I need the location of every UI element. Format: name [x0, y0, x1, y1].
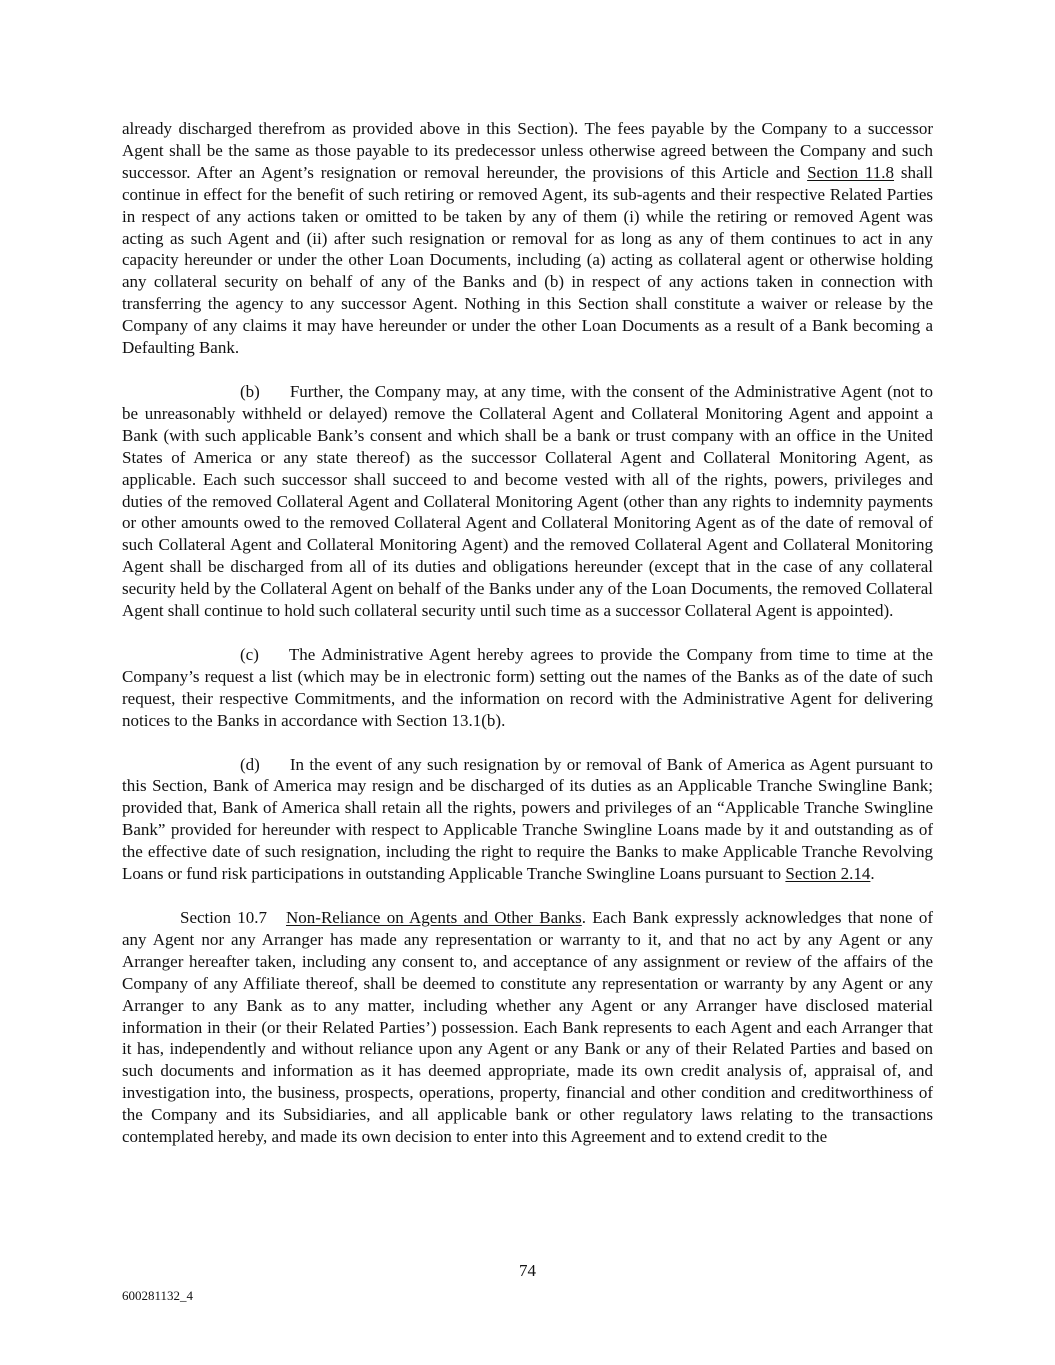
paragraph-a-continuation	[122, 118, 933, 359]
paragraph-section-10-7	[122, 907, 933, 1148]
paragraph-text: . Each Bank expressly acknowledges that none of any Agent nor any Arranger has made any representation or warranty to it, and that no act by any Agent or any Arranger hereafter taken, including any consent to, and acceptance of any assignment or review of the affairs of the Company of any Affiliate thereof, shall be deemed to constitute any representation or warranty by any Agent or any Arranger to any Bank as to any matter, including whether any Agent or any Arranger have disclosed material information in their (or their Related Parties’) possession. Each Bank represents to each Agent and each Arranger that it has, independently and without reliance upon any Agent or any Bank or any of their Related Parties and based on such documents and information as it has deemed appropriate, made its own credit analysis of, appraisal of, and investigation into, the business, prospects, operations, property, financial and other condition and creditworthiness of the Company and its Subsidiaries, and all applicable bank or other regulatory laws relating to the transactions contemplated hereby, and made its own decision to enter into this Agreement and to extend credit to the	[122, 908, 933, 1147]
page-number: 74	[519, 1261, 536, 1280]
paragraph-b	[122, 381, 933, 622]
paragraph-text: .	[870, 864, 875, 884]
section-number: Section 10.7	[180, 908, 268, 927]
section-reference-2-14: Section 2.14	[785, 864, 871, 884]
section-heading: Non-Reliance on Agents and Other Banks	[286, 908, 582, 927]
section-reference-11-8: Section 11.8	[807, 162, 895, 182]
paragraph-c	[122, 644, 933, 732]
paragraph-text: In the event of any such resignation by or removal of Bank of America as Agent pursuant to this Section, Bank of America may resign and be discharged of its duties as an Applicable Tranche Swingline Bank; provided that, Bank of America shall retain all the rights, powers and privileges of an “Applicable Tranche Swingline Bank” provided for hereunder with respect to Applicable Tranche Swingline Loans made by it and outstanding as of the effective date of such resignation, including the right to require the Banks to make Applicable Tranche Revolving Loans or fund risk participations in outstanding Applicable Tranche Swingline Loans pursuant to	[122, 754, 933, 884]
paragraph-text: already discharged therefrom as provided above in this Section). The fees payable by the Company to a successor Agent shall be the same as those payable to its predecessor unless otherwise agreed between the Company and such successor. After an Agent’s resignation or removal hereunder, the provisions of this Article and	[122, 119, 933, 182]
paragraph-text: The Administrative Agent hereby agrees to provide the Company from time to time at the Company’s request a list (which may be in electronic form) setting out the names of the Banks as of the date of such request, their respective Commitments, and the information on record with the Administrative Agent for delivering notices to the Banks in accordance with Section 13.1(b).	[122, 644, 933, 730]
clause-label: (c)	[240, 644, 259, 664]
paragraph-text: Further, the Company may, at any time, with the consent of the Administrative Agent (not to be unreasonably withheld or delayed) remove the Collateral Agent and Collateral Monitoring Agent and appoint a Bank (with such applicable Bank’s consent and which shall be a bank or trust company with an office in the United States of America or any state thereof) as the successor Collateral Agent and Collateral Monitoring Agent, as applicable. Each such successor shall succeed to and become vested with all of the rights, powers, privileges and duties of the removed Collateral Agent and Collateral Monitoring Agent (other than any rights to indemnity payments or other amounts owed to the removed Collateral Agent and Collateral Monitoring Agent as of the date of removal of such Collateral Agent and Collateral Monitoring Agent) and the removed Collateral Agent and Collateral Monitoring Agent shall be discharged from all of its duties and obligations hereunder (except that in the case of any collateral security held by the Collateral Agent on behalf of the Banks under any of the Loan Documents, the removed Collateral Agent shall continue to hold such collateral security until such time as a successor Collateral Agent is appointed).	[122, 381, 933, 621]
clause-label: (d)	[240, 754, 260, 774]
clause-label: (b)	[240, 381, 260, 401]
paragraph-text: shall continue in effect for the benefit of such retiring or removed Agent, its sub-agents and their respective Related Parties in respect of any actions taken or omitted to be taken by any of them (i) while the retiring or removed Agent was acting as such Agent and (ii) after such resignation or removal for as long as any of them continues to act in any capacity hereunder or under the other Loan Documents, including (a) acting as collateral agent or otherwise holding any collateral security on behalf of any of the Banks and (b) in respect of any actions taken in connection with transferring the agency to any successor Agent. Nothing in this Section shall constitute a waiver or release by the Company of any claims it may have hereunder or under the other Loan Documents as a result of a Bank becoming a Defaulting Bank.	[122, 162, 933, 358]
paragraph-d	[122, 754, 933, 885]
document-id-stamp: 600281132_4	[122, 1288, 194, 1303]
document-body	[122, 118, 933, 1148]
